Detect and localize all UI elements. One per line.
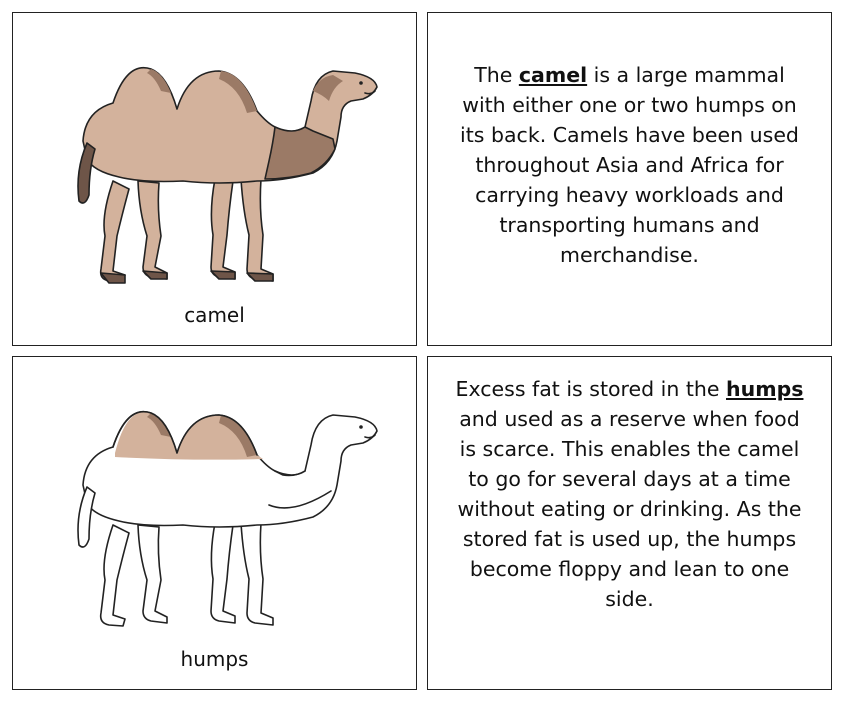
description-text: The camel is a large mammal with either one or two humps on its back. Camels have been used throughout Asia and Africa for carrying heavy workloads and transporting humans and merchandise.	[460, 63, 799, 267]
description-text: Excess fat is stored in the humps and used as a reserve when food is scarce. This enables the camel to go for several days at a time without eating or drinking. As the stored fat is used up, the humps become floppy and lean to one side.	[455, 377, 804, 611]
picture-card-camel	[12, 12, 417, 346]
camel-humps-illustration	[43, 375, 388, 645]
keyword-humps: humps	[726, 377, 804, 401]
keyword-camel: camel	[518, 63, 588, 87]
text-card-camel	[427, 12, 832, 346]
picture-card-humps	[12, 356, 417, 690]
text-card-humps	[427, 356, 832, 690]
card-caption: humps	[180, 647, 249, 671]
card-caption: camel	[184, 303, 245, 327]
camel-illustration	[43, 31, 388, 301]
